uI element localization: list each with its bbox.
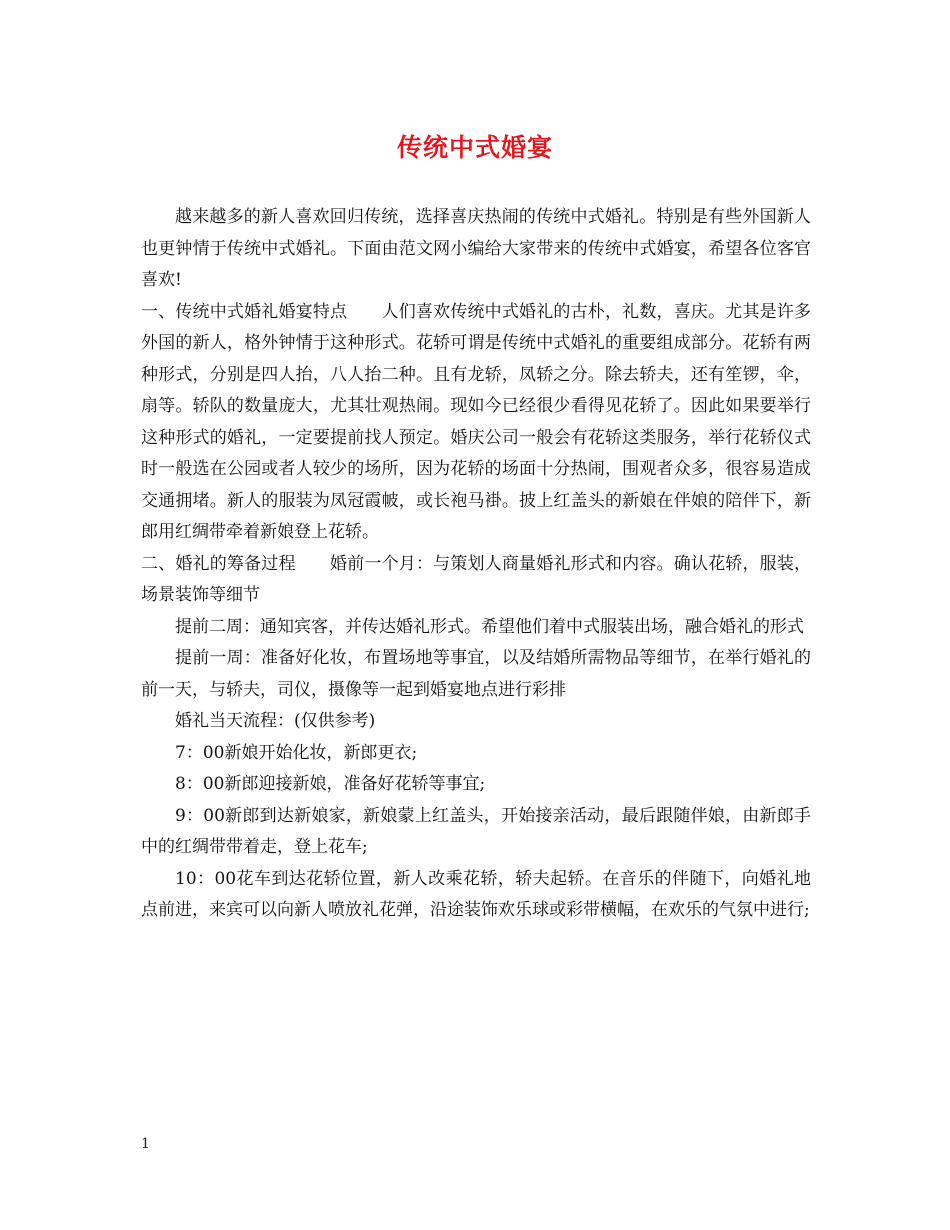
schedule-item-0900: 9：00新郎到达新娘家，新娘蒙上红盖头，开始接亲活动，最后跟随伴娘，由新郎手中的红绸带带着走，登上花车; — [141, 805, 811, 857]
page-number: 1 — [141, 1136, 150, 1152]
schedule-item-0800: 8：00新郎迎接新娘，准备好花轿等事宜; — [175, 774, 486, 794]
section-2-paragraph: 二、婚礼的筹备过程 婚前一个月：与策划人商量婚礼形式和内容。确认花轿，服装，场景装饰等细节 — [141, 553, 811, 605]
document-body — [141, 202, 811, 927]
intro-paragraph: 越来越多的新人喜欢回归传统，选择喜庆热闹的传统中式婚礼。特别是有些外国新人也更钟情于传统中式婚礼。下面由范文网小编给大家带来的传统中式婚宴，希望各位客官喜欢! — [141, 207, 811, 290]
document-title: 传统中式婚宴 — [396, 133, 553, 162]
two-weeks-paragraph: 提前二周：通知宾客，并传达婚礼形式。希望他们着中式服装出场，融合婚礼的形式 — [175, 616, 804, 637]
schedule-item-0700: 7：00新娘开始化妆，新郎更衣; — [175, 742, 418, 763]
one-week-paragraph: 提前一周：准备好化妆，布置场地等事宜，以及结婚所需物品等细节，在举行婚礼的前一天，与轿夫，司仪，摄像等一起到婚宴地点进行彩排 — [141, 648, 811, 700]
wedding-day-heading: 婚礼当天流程：(仅供参考) — [175, 711, 376, 731]
section-1-paragraph: 一、传统中式婚礼婚宴特点 人们喜欢传统中式婚礼的古朴，礼数，喜庆。尤其是许多外国的新人，格外钟情于这种形式。花轿可谓是传统中式婚礼的重要组成部分。花轿有两种形式，分别是四人抬，八人抬二种。且有龙轿，凤轿之分。除去轿夫，还有笙锣，伞，扇等。轿队的数量庞大，尤其壮观热闹。现如今已经很少看得见花轿了。因此如果要举行这种形式的婚礼，一定要提前找人预定。婚庆公司一般会有花轿这类服务，举行花轿仪式时一般选在公园或者人较少的场所，因为花轿的场面十分热闹，围观者众多，很容易造成交通拥堵。新人的服装为凤冠霞帔，或长袍马褂。披上红盖头的新娘在伴娘的陪伴下，新郎用红绸带牵着新娘登上花轿。 — [141, 301, 811, 542]
schedule-item-1000: 10：00花车到达花轿位置，新人改乘花轿，轿夫起轿。在音乐的伴随下，向婚礼地点前进，来宾可以向新人喷放礼花弹，沿途装饰欢乐球或彩带横幅，在欢乐的气氛中进行; — [141, 868, 811, 920]
